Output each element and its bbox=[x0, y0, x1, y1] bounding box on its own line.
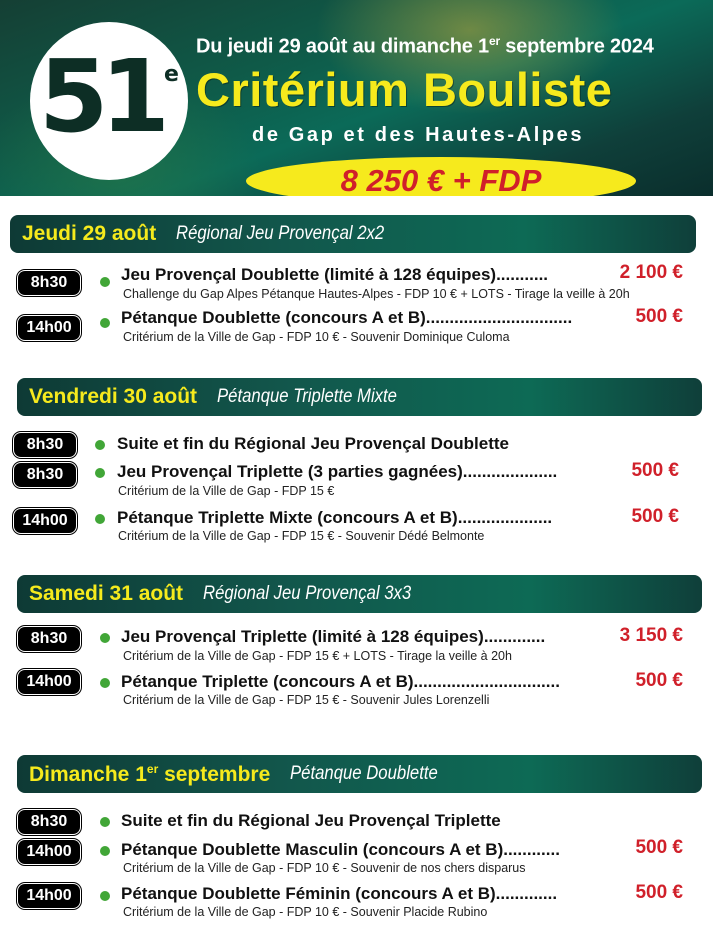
prize-total: 8 250 € + FDP bbox=[340, 163, 542, 196]
time-badge: 14h00 bbox=[18, 884, 80, 908]
event-title-row: Pétanque Doublette Féminin (concours A et B)............. bbox=[121, 884, 558, 903]
day-bar-jeudi bbox=[10, 215, 696, 253]
prize-badge bbox=[246, 157, 636, 196]
event-detail: Critérium de la Ville de Gap - FDP 10 € - Souvenir Dominique Culoma bbox=[123, 330, 510, 344]
day-name: Samedi 31 août bbox=[29, 582, 184, 605]
event-detail: Critérium de la Ville de Gap - FDP 15 € bbox=[118, 484, 335, 498]
event-title-row: Jeu Provençal Triplette (limité à 128 équipes)............. bbox=[121, 627, 546, 646]
time-badge: 14h00 bbox=[14, 509, 76, 533]
event-detail: Critérium de la Ville de Gap - FDP 10 € - Souvenir de nos chers disparus bbox=[123, 861, 526, 875]
day-bar-dimanche bbox=[17, 755, 702, 793]
event-title-row: Pétanque Triplette (concours A et B)............................... bbox=[121, 672, 560, 691]
time-badge: 8h30 bbox=[18, 271, 80, 295]
time-badge: 8h30 bbox=[18, 627, 80, 651]
time-badge: 14h00 bbox=[18, 670, 80, 694]
event-title-row: Pétanque Doublette Masculin (concours A et B)............ bbox=[121, 840, 560, 859]
event-prize: 500 € bbox=[635, 670, 683, 691]
event-prize: 500 € bbox=[631, 506, 679, 527]
event-title: Critérium Bouliste bbox=[196, 63, 613, 116]
time-badge: 14h00 bbox=[18, 316, 80, 340]
time-badge: 8h30 bbox=[14, 463, 76, 487]
day-event-type: Pétanque Triplette Mixte bbox=[217, 386, 398, 407]
edition-number: 51 bbox=[38, 38, 162, 155]
bullet-dot-icon bbox=[95, 440, 105, 450]
bullet-dot-icon bbox=[100, 846, 110, 856]
time-badge: 8h30 bbox=[14, 433, 76, 457]
bullet-dot-icon bbox=[100, 678, 110, 688]
event-prize: 500 € bbox=[631, 460, 679, 481]
day-event-type: Régional Jeu Provençal 3x3 bbox=[203, 583, 412, 604]
edition-badge bbox=[30, 22, 188, 180]
event-prize: 2 100 € bbox=[619, 262, 683, 283]
event-subtitle: de Gap et des Hautes-Alpes bbox=[252, 124, 585, 146]
event-title-row: Jeu Provençal Triplette (3 parties gagnées).................... bbox=[117, 462, 558, 481]
event-detail: Critérium de la Ville de Gap - FDP 15 € - Souvenir Jules Lorenzelli bbox=[123, 693, 490, 707]
bullet-dot-icon bbox=[100, 277, 110, 287]
bullet-dot-icon bbox=[95, 468, 105, 478]
day-event-type: Régional Jeu Provençal 2x2 bbox=[176, 223, 385, 244]
day-event-type: Pétanque Doublette bbox=[290, 763, 439, 784]
bullet-dot-icon bbox=[95, 514, 105, 524]
event-dates: Du jeudi 29 août au dimanche 1er septembre 2024 bbox=[196, 34, 654, 58]
event-detail: Challenge du Gap Alpes Pétanque Hautes-Alpes - FDP 10 € + LOTS - Tirage la veille à 20h bbox=[123, 287, 630, 301]
event-title-row: Pétanque Doublette (concours A et B)............................... bbox=[121, 308, 573, 327]
event-detail: Critérium de la Ville de Gap - FDP 10 € - Souvenir Placide Rubino bbox=[123, 905, 488, 919]
event-detail: Critérium de la Ville de Gap - FDP 15 € - Souvenir Dédé Belmonte bbox=[118, 529, 485, 543]
event-prize: 500 € bbox=[635, 306, 683, 327]
bullet-dot-icon bbox=[100, 318, 110, 328]
day-bar-vendredi bbox=[17, 378, 702, 416]
day-name: Dimanche 1er septembre bbox=[29, 761, 271, 786]
day-name: Vendredi 30 août bbox=[29, 385, 198, 408]
event-prize: 3 150 € bbox=[619, 625, 683, 646]
time-badge: 8h30 bbox=[18, 810, 80, 834]
event-title-row: Suite et fin du Régional Jeu Provençal Doublette bbox=[117, 434, 510, 453]
day-name: Jeudi 29 août bbox=[22, 222, 157, 245]
day-bar-samedi bbox=[17, 575, 702, 613]
bullet-dot-icon bbox=[100, 633, 110, 643]
bullet-dot-icon bbox=[100, 891, 110, 901]
time-badge: 14h00 bbox=[18, 840, 80, 864]
header-banner bbox=[0, 0, 713, 196]
event-prize: 500 € bbox=[635, 837, 683, 858]
event-title-row: Pétanque Triplette Mixte (concours A et B).................... bbox=[117, 508, 553, 527]
edition-suffix: e bbox=[164, 62, 179, 87]
event-title-row: Suite et fin du Régional Jeu Provençal Triplette bbox=[121, 811, 501, 830]
event-prize: 500 € bbox=[635, 882, 683, 903]
event-title-row: Jeu Provençal Doublette (limité à 128 équipes)........... bbox=[121, 265, 549, 284]
bullet-dot-icon bbox=[100, 817, 110, 827]
event-detail: Critérium de la Ville de Gap - FDP 15 € + LOTS - Tirage la veille à 20h bbox=[123, 649, 512, 663]
